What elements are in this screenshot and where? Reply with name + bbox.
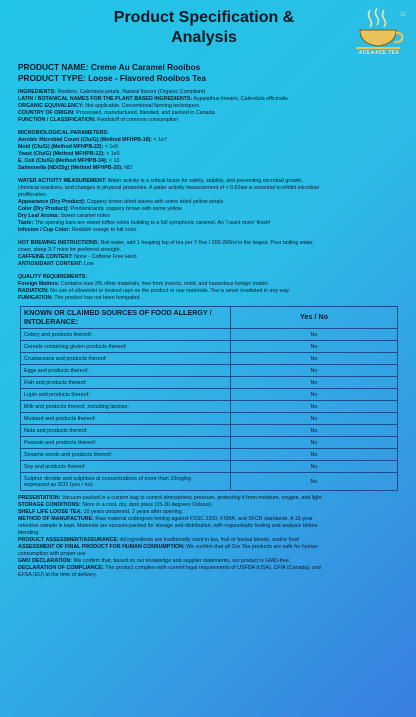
footer-label: STORAGE CONDITIONS: xyxy=(18,502,81,508)
allergen-name: Sesame seeds and products thereof: xyxy=(21,449,231,461)
micro-label: Aerobic Microbial Count (Cfu/G) (Method MFHPB-18): xyxy=(18,137,153,143)
micro-value: < 1e7 xyxy=(153,137,168,143)
micro-value: < 10 xyxy=(108,158,120,164)
allergy-table xyxy=(20,306,398,491)
page-title xyxy=(70,8,338,48)
footer-label: SHELF LIFE LOOSE TEA: xyxy=(18,509,83,515)
micro-row xyxy=(18,144,403,151)
footer-row xyxy=(18,572,403,579)
micro-row xyxy=(18,137,403,144)
allergen-name: Crustaceans and products thereof: xyxy=(21,353,231,365)
product-name-label: PRODUCT NAME: xyxy=(18,62,89,72)
allergen-name: Eggs and products thereof: xyxy=(21,365,231,377)
sensory-label: Taste: xyxy=(18,220,34,226)
footer-value: We confirm that, based on our knowledge and supplier statements, our product is GMO-free. xyxy=(73,558,291,564)
allergen-answer: No xyxy=(231,437,398,449)
footer-value: retention sample is kept. Materials are vacuum-packed for storage and distribution, with organoleptic testing and analysis before xyxy=(18,523,318,529)
title-line-1: Product Specification & xyxy=(113,9,295,26)
table-row xyxy=(21,461,398,473)
allergy-header-left: KNOWN OR CLAIMED SOURCES OF FOOD ALLERGY / INTOLERANCE: xyxy=(21,307,231,329)
footer-value: consumption with proper use xyxy=(18,551,86,557)
water-activity-text-2: chemical reactions, and changes in physical properties. A water activity measurement of < 0.60aw is essential to inhibit microbial xyxy=(18,185,319,191)
allergen-name: Soy and products thereof: xyxy=(21,461,231,473)
micro-value: < 1e5 xyxy=(106,151,120,157)
footer-row xyxy=(18,516,403,523)
antioxidant-row xyxy=(18,261,403,268)
allergen-answer: No xyxy=(231,461,398,473)
antioxidant-label: ANTIOXIDANT CONTENT: xyxy=(18,261,83,267)
allergen-answer: No xyxy=(231,365,398,377)
table-row xyxy=(21,437,398,449)
footer-row xyxy=(18,495,403,502)
footer-row xyxy=(18,530,403,537)
quality-heading: QUALITY REQUIREMENTS: xyxy=(18,274,88,280)
table-row xyxy=(21,353,398,365)
footer-row xyxy=(18,537,403,544)
footer-value: Raw material undergoes testing against FSSC 2200, FSMA, and SFCR standards. A 15-year xyxy=(95,516,313,522)
origin-label: COUNTRY OF ORIGIN: xyxy=(18,110,75,116)
footer-row xyxy=(18,551,403,558)
footer-label: PRESENTATION: xyxy=(18,495,61,501)
function-value: Foodstuff of common consumption xyxy=(97,117,179,123)
sensory-row xyxy=(18,213,403,220)
sensory-value: Coppery brown dried leaves with some dried yellow petals xyxy=(86,199,224,205)
quality-label: FUMIGATION: xyxy=(18,295,53,301)
quality-label: RADIATION: xyxy=(18,288,49,294)
table-row xyxy=(21,473,398,491)
allergen-answer: No xyxy=(231,473,398,491)
sensory-label: Appearance (Dry Product): xyxy=(18,199,86,205)
allergen-answer: No xyxy=(231,413,398,425)
footer-row xyxy=(18,544,403,551)
footer-value: All ingredients are traditionally used in tea, fruit or herbal blends, and/or food xyxy=(119,537,299,543)
allergen-answer: No xyxy=(231,377,398,389)
footer-value: 10 years unopened, 2 years after opening. xyxy=(83,509,184,515)
footer-value: We confirm that all Our Tea products are safe for human xyxy=(186,544,318,550)
allergen-answer: No xyxy=(231,329,398,341)
antioxidant-value: Low xyxy=(83,261,94,267)
footer-row xyxy=(18,558,403,565)
teacup-logo-icon xyxy=(348,6,408,56)
allergen-name: Fish and products thereof: xyxy=(21,377,231,389)
origin-value: Processed, manufactured, blended, and packed in Canada. xyxy=(76,110,216,116)
table-row xyxy=(21,401,398,413)
footer-row xyxy=(18,509,403,516)
footer-row xyxy=(18,523,403,530)
water-activity-text-3: proliferation. xyxy=(18,192,48,198)
water-activity-line xyxy=(18,178,403,185)
footer-label: GMO DECLARATION: xyxy=(18,558,73,564)
quality-row xyxy=(18,295,403,302)
allergen-name: Cereals containing gluten products thereof: xyxy=(21,341,231,353)
sensory-label: Infusion / Cup Color: xyxy=(18,227,71,233)
product-type: Loose - Flavored Rooibos Tea xyxy=(88,72,206,83)
table-row xyxy=(21,329,398,341)
title-line-2: Analysis xyxy=(171,29,237,46)
micro-label: Salmonella (ND/25g) (Method MFHPB-20): xyxy=(18,165,123,171)
micro-row xyxy=(18,158,403,165)
sensory-value: Reddish orange to full color xyxy=(71,227,137,233)
micro-heading: MICROBIOLOGICAL PARAMETERS: xyxy=(18,130,109,136)
footer-value: blending. xyxy=(18,530,40,536)
ingredients-label: INGREDIENTS: xyxy=(18,89,56,95)
botanical-value: Aspalathus linearis, Calendula officinalis xyxy=(193,96,288,102)
quality-value: The product has not been fumigated. xyxy=(54,295,141,301)
botanical-label: LATIN / BOTANICAL NAMES FOR THE PLANT BASED INGREDIENTS: xyxy=(18,96,193,102)
allergen-name: Mustard and products thereof: xyxy=(21,413,231,425)
allergen-answer: No xyxy=(231,401,398,413)
table-row xyxy=(21,449,398,461)
quality-value: Contains max 2% other materials, free from insects, mold, and hazardous foreign matter. xyxy=(60,281,269,287)
allergen-answer: No xyxy=(231,449,398,461)
sensory-row xyxy=(18,206,403,213)
caffeine-value: None - Caffeine Free Herb xyxy=(74,254,137,260)
allergen-answer: No xyxy=(231,341,398,353)
micro-row xyxy=(18,165,403,172)
table-row xyxy=(21,425,398,437)
table-row xyxy=(21,389,398,401)
sensory-label: Dry Leaf Aroma: xyxy=(18,213,60,219)
micro-row xyxy=(18,151,403,158)
allergen-name: Peanuts and products thereof: xyxy=(21,437,231,449)
footer-value: Vacuum-packed in a custom bag to control atmospheric pressure, protecting it from moisture, oxygen, and light. xyxy=(61,495,324,501)
caffeine-row xyxy=(18,254,403,261)
footer-label: PRODUCT ASSESSMENT/ASSURANCE: xyxy=(18,537,119,543)
footer-row xyxy=(18,565,403,572)
footer-label: ASSESSMENT OF FINAL PRODUCT FOR HUMAN CONSUMPTION: xyxy=(18,544,185,550)
spec-content xyxy=(18,62,403,579)
origin-row xyxy=(18,110,403,117)
caffeine-label: CAFFEINE CONTENT: xyxy=(18,254,73,260)
allergen-name: Lupin and products thereof: xyxy=(21,389,231,401)
brewing-line xyxy=(18,240,403,247)
sensory-row xyxy=(18,220,403,227)
footer-label: METHOD OF MANUFACTURE: xyxy=(18,516,94,522)
water-activity-text-1: Water activity is a critical factor for safety, stability, and preventing microbial growth, xyxy=(107,178,303,184)
allergen-name-line-1: Sulphur dioxide and sulphites at concentrations of more than 10mg/kg xyxy=(24,475,191,482)
micro-label: E. Coli (Cfu/G) (Method MFHPB-34): xyxy=(18,158,108,164)
sensory-row xyxy=(18,199,403,206)
footer-value: The product complies with current legal requirements of USFDA (USA), CFIA (Canada), and xyxy=(105,565,321,571)
footer-value: Store in a cool, dry, dark place (15-30 degrees Celsius). xyxy=(82,502,213,508)
sensory-label: Color (Dry Product): xyxy=(18,206,69,212)
micro-value: < 1e5 xyxy=(104,144,119,150)
organic-row xyxy=(18,103,403,110)
footer-row xyxy=(18,502,403,509)
product-type-line xyxy=(18,73,403,84)
function-label: FUNCTION / CLASSIFICATION: xyxy=(18,117,96,123)
table-row xyxy=(21,341,398,353)
allergy-table-header xyxy=(21,307,398,329)
quality-row xyxy=(18,281,403,288)
allergen-name: Nuts and products thereof: xyxy=(21,425,231,437)
product-name: Creme Au Caramel Rooibos xyxy=(90,62,201,72)
allergy-header-right: Yes / No xyxy=(231,307,398,329)
brewing-text-1: Boil water, add 1 heaping tsp of tea per 7-9oz / 200-260ml in the teapot. Pour boiling water, xyxy=(100,240,314,246)
allergen-name: Milk and products thereof, including lactose: xyxy=(21,401,231,413)
ingredients-row xyxy=(18,89,403,96)
table-row xyxy=(21,377,398,389)
table-row xyxy=(21,365,398,377)
allergen-name: Celery and products thereof: xyxy=(21,329,231,341)
micro-label: Mold (Cfu/G) (Method MFHPB-22): xyxy=(18,144,104,150)
micro-value: ND xyxy=(124,165,132,171)
sensory-value: Predominantly coppery brown with some yellow xyxy=(70,206,182,212)
footer-label: DECLARATION OF COMPLIANCE: xyxy=(18,565,104,571)
organic-value: Not applicable. Conventional farming techniques. xyxy=(85,103,201,109)
sensory-value: Sweet caramel notes xyxy=(60,213,110,219)
quality-label: Foreign Matters: xyxy=(18,281,60,287)
product-name-line xyxy=(18,62,403,73)
quality-row xyxy=(18,288,403,295)
quality-value: No use of ultraviolet or ionized rays on the product or raw materials. Tea is never irradiated in any way. xyxy=(50,288,291,294)
sensory-row xyxy=(18,227,403,234)
brewing-text-2: cover, steep 3-7 mins for preferred strength. xyxy=(18,247,122,253)
water-activity-label: WATER ACTIVITY MEASUREMENT: xyxy=(18,178,107,184)
brewing-label: HOT BREWING INSTRUCTIONS: xyxy=(18,240,100,246)
table-row xyxy=(21,413,398,425)
product-type-label: PRODUCT TYPE: xyxy=(18,72,86,83)
allergen-name xyxy=(21,473,231,491)
logo-text: ACE★ACE TEA xyxy=(358,50,400,56)
sensory-value: The opening bars are sweet toffee notes building to a full symphonic caramel. An 'I want more' finish! xyxy=(34,220,271,226)
allergen-name-line-2: expressed as SO2 (yes / no): xyxy=(24,481,94,488)
botanical-row xyxy=(18,96,403,103)
ingredients-value: Rooibos, Calendula petals, Natural flavors (Organic Compliant) xyxy=(57,89,206,95)
organic-label: ORGANIC EQUIVALENCY: xyxy=(18,103,84,109)
function-row xyxy=(18,117,403,124)
allergen-answer: No xyxy=(231,425,398,437)
allergen-answer: No xyxy=(231,353,398,365)
allergen-answer: No xyxy=(231,389,398,401)
micro-label: Yeast (Cfu/G) (Method MFHPB-22): xyxy=(18,151,105,157)
footer-value: EFSA (EU) at the time of delivery. xyxy=(18,572,97,578)
